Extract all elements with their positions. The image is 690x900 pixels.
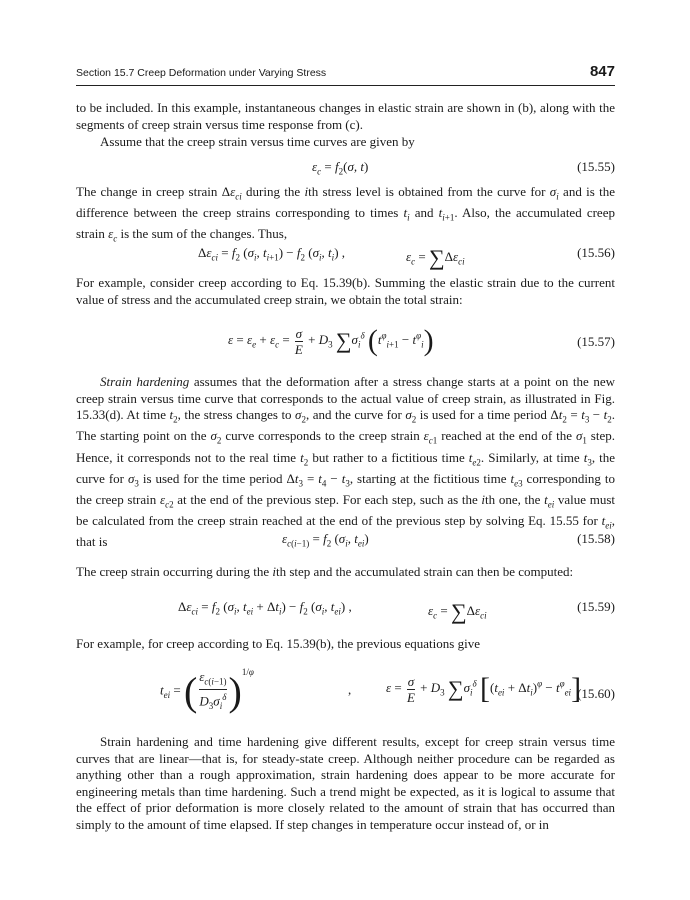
equation-15-57: $\varepsilon = \varepsilon_e + \varepsilon_c$ = $\frac{\sigma}{E}$ + $D_3$ $\sum\sigma_i^\delta$ $(t^\varphi_{i+1} - t^\varphi_i)$ (15.57) bbox=[228, 324, 615, 357]
equation-number: (15.59) bbox=[577, 599, 615, 614]
paragraph-strain-hardening: Strain hardening assumes that the deformation after a stress change starts at a point on the new creep strain versus time curve that corresponds to the actual value of creep strain, as illustrated in Fig. 15.33(d). At time $t_2$, the stress changes to $\sigma_2$, and the curve for $\sigma_2$ is used for a time period $\Delta t_2 = t_3 - t_2$. The starting point on the $\sigma_2$ curve corresponds to the creep strain $\varepsilon_{c1}$ reached at the end of the $\sigma_1$ step. Hence, it corresponds not to the real time $t_2$ but rather to a fictitious time $t_{e2}$. Similarly, at time $t_3$, the curve for $\sigma_3$ is used for the time period $\Delta t_3 = t_4 - t_3$, starting at the fictitious time $t_{e3}$ corresponding to the creep strain $\varepsilon_{c2}$ at the end of the previous step. For each step, such as the ith one, the $t_{ei}$ value must be calculated from the creep strain reached at the end of the previous step by solving Eq. 15.55 for $t_{ei}$, that is bbox=[76, 374, 616, 550]
section-title: Section 15.7 Creep Deformation under Varying Stress bbox=[76, 67, 327, 79]
paragraph-example-previous: For example, for creep according to Eq. 15.39(b), the previous equations give bbox=[76, 636, 480, 651]
equation-number: (15.56) bbox=[577, 245, 615, 260]
equation-15-59: $\Delta\varepsilon_{ci} = f_2$ ($\sigma_i$, $t_{ei} + \Delta t_i) - f_2$ ($\sigma_i$, $t_{ei}$) , $\varepsilon_c = \sum\Delta\varepsilon_{ci}$ (15.59) bbox=[178, 599, 615, 624]
paragraph-example-total: For example, consider creep according to Eq. 15.39(b). Summing the elastic strain due to the current value of stress and the accumulated creep strain, we obtain the total strain: bbox=[76, 275, 615, 307]
page-number: 847 bbox=[589, 63, 615, 80]
paragraph-intro: to be included. In this example, instantaneous changes in elastic strain are shown in (b), along with the segments of creep strain versus time response from (c). bbox=[76, 100, 615, 132]
paragraph-ith-step: The creep strain occurring during the ith step and the accumulated strain can then be computed: bbox=[76, 564, 574, 579]
equation-15-60: $t_{ei}$ = ( $\frac{\varepsilon_{c(i-1)}}{D_3\sigma_i^\delta}$ )$^{1/\varphi}$ , ε = $\frac{\sigma}{E}$ + $D_3$ $\sum\sigma_i^\delta$ $[(t_{ei} + \Delta t_i)^\varphi - t^\varphi_{ei}]$ (15.60) bbox=[160, 667, 615, 714]
equation-number: (15.58) bbox=[577, 531, 615, 546]
paragraph-change: The change in creep strain $\Delta\varepsilon_{ci}$ during the ith stress level is obtained from the curve for $\sigma_i$ and is the difference between the creep strains corresponding to times $t_i$ and $t_{i+1}$. Also, the accumulated creep strain $\varepsilon_c$ is the sum of the changes. Thus, bbox=[76, 184, 615, 244]
text-run: The creep strain occurring during the bbox=[76, 564, 273, 579]
equation-number: (15.55) bbox=[577, 159, 615, 174]
equation-15-55: $\varepsilon_c = f_2(\sigma$, t) (15.55) bbox=[312, 159, 615, 177]
running-header bbox=[76, 63, 615, 86]
equation-number: (15.57) bbox=[577, 334, 615, 349]
equation-number: (15.60) bbox=[577, 686, 615, 701]
text-run: th step and the accumulated strain can then be computed: bbox=[276, 564, 574, 579]
paragraph-comparison: Strain hardening and time hardening give different results, except for creep strain versus time curves that are linear—that is, for steady-state creep. Although neither procedure can be regarded as anything other than a rough approximation, strain hardening does appear to be more accurate for engineering metals than time hardening. Such a trend might be expected, as it is logical to assume that the effect of prior deformation is more closely related to the amount of strain that has occurred than simply to the amount of time elapsed. If step changes in temperature occur instead of, or in bbox=[76, 734, 615, 832]
equation-15-58: $\varepsilon_{c(i-1)} = f_2$ ($\sigma_i$, $t_{ei}$) (15.58) bbox=[282, 531, 615, 549]
equation-15-56: $\Delta\varepsilon_{ci} = f_2$ ($\sigma_i$, $t_{i+1}) - f_2$ ($\sigma_i$, $t_i$) , $\varepsilon_c = \sum\Delta\varepsilon_{ci}$ (15.56) bbox=[198, 245, 615, 270]
paragraph-assume: Assume that the creep strain versus time curves are given by bbox=[100, 134, 415, 149]
